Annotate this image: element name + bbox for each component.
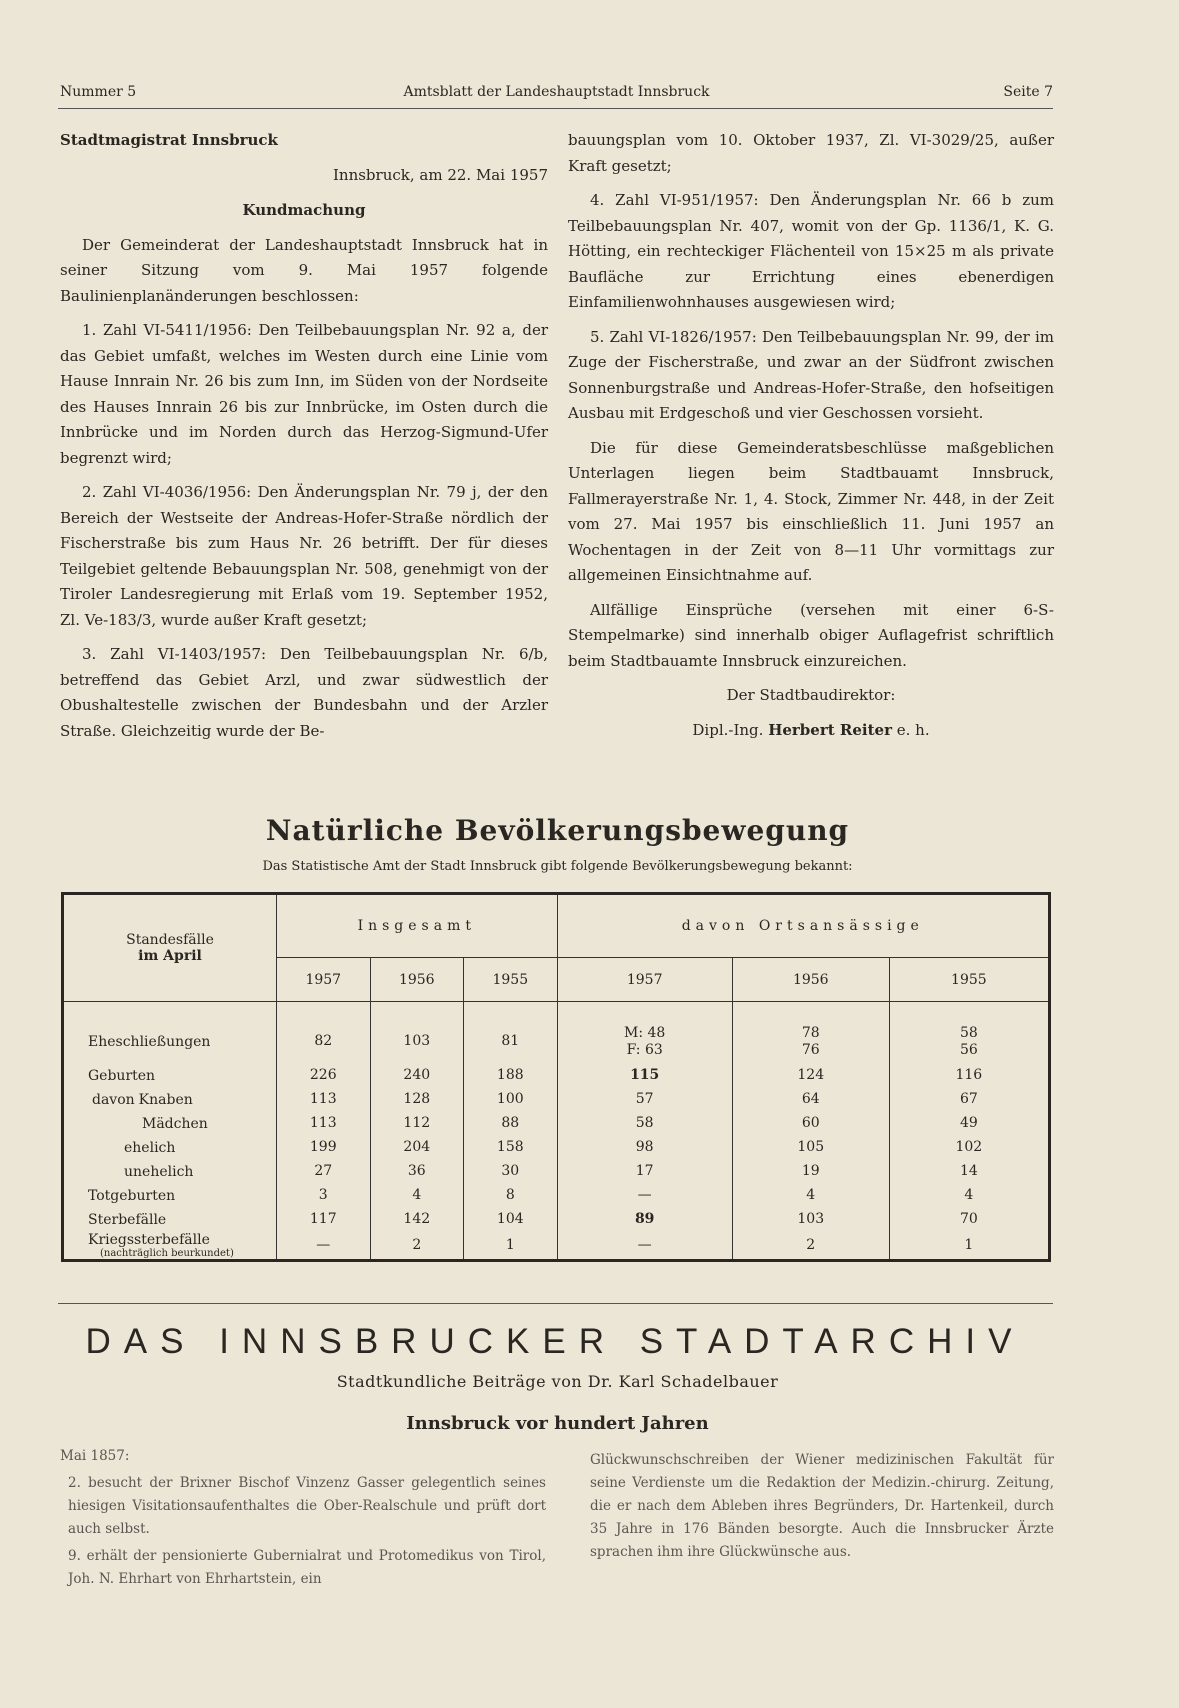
row-label — [63, 1208, 277, 1232]
signer-suffix: e. h. — [896, 720, 930, 739]
table-cell: — — [557, 1232, 732, 1261]
group-residents: davon Ortsansässige — [557, 894, 1049, 958]
row-label-text: Totgeburten — [88, 1187, 176, 1204]
table-cell: 82 — [277, 1002, 371, 1064]
documents-paragraph: Die für diese Gemeinderatsbeschlüsse maßgeblichen Unterlagen liegen beim Stadtbauamt Innsbruck, Fallmerayerstraße Nr. 1, 4. Stock, Zimmer Nr. 448, in der Zeit vom 27. Mai 1957 bis einschließlich 11. Juni 1957 an Wochentagen in der Zeit von 8—11 Uhr vormittags zur allgemeinen Einsichtnahme auf. — [568, 438, 1054, 584]
table-cell: 14 — [889, 1160, 1049, 1184]
objections-paragraph: Allfällige Einsprüche (versehen mit einer 6-S-Stempelmarke) sind innerhalb obiger Auflagefrist schriftlich beim Stadtbauamte Innsbruck einzureichen. — [568, 600, 1054, 670]
table-cell: 2 — [370, 1232, 464, 1261]
table-row — [63, 1064, 1050, 1088]
table-cell: 64 — [732, 1088, 889, 1112]
table-row — [63, 1160, 1050, 1184]
table-cell: 49 — [889, 1112, 1049, 1136]
table-cell: 58 56 — [889, 1002, 1049, 1064]
item-3-continued: bauungsplan vom 10. Oktober 1937, Zl. VI-3029/25, außer Kraft gesetzt; — [568, 131, 1054, 175]
table-cell: 100 — [464, 1088, 558, 1112]
table-cell: 112 — [370, 1112, 464, 1136]
row-label — [63, 1136, 277, 1160]
row-label-text: Sterbefälle — [88, 1211, 167, 1228]
table-cell: 2 — [732, 1232, 889, 1261]
table-cell: 8 — [464, 1184, 558, 1208]
row-label-note: (nachträglich beurkundet) — [100, 1247, 234, 1259]
table-cell: — — [277, 1232, 371, 1261]
table-row — [63, 1184, 1050, 1208]
table-cell: 4 — [889, 1184, 1049, 1208]
year-header: 1957 — [557, 958, 732, 1002]
table-cell: 142 — [370, 1208, 464, 1232]
table-cell: 98 — [557, 1136, 732, 1160]
table-cell: 70 — [889, 1208, 1049, 1232]
row-label — [63, 1112, 277, 1136]
header-rule — [58, 108, 1053, 109]
archive-right-column — [590, 1449, 1054, 1568]
table-row — [63, 1112, 1050, 1136]
item-1: 1. Zahl VI-5411/1956: Den Teilbebauungsplan Nr. 92 a, der das Gebiet umfaßt, welches im Westen durch eine Linie vom Hause Innrain Nr. 26 bis zum Inn, im Süden von der Nordseite des Hauses Innrain 26 bis zur Innbrücke, im Osten durch die Innbrücke und im Norden durch das Herzog-Sigmund-Ufer begrenzt wird; — [60, 321, 548, 467]
table-row — [63, 1136, 1050, 1160]
table-cell: 204 — [370, 1136, 464, 1160]
table-cell: 117 — [277, 1208, 371, 1232]
year-header: 1956 — [370, 958, 464, 1002]
announcement-left-column — [60, 128, 548, 753]
table-cell: 113 — [277, 1112, 371, 1136]
row-prefix: davon — [92, 1091, 135, 1108]
item-3: 3. Zahl VI-1403/1957: Den Teilbebauungsplan Nr. 6/b, betreffend das Gebiet Arzl, und zwar südwestlich der Obushaltestelle zwischen der Bundesbahn und der Arzler Straße. Gleichzeitig wurde der Be- — [60, 645, 548, 740]
table-cell: 102 — [889, 1136, 1049, 1160]
item-2: 2. Zahl VI-4036/1956: Den Änderungsplan Nr. 79 j, der den Bereich der Westseite der Andreas-Hofer-Straße nördlich der Fischerstraße bis zum Haus Nr. 26 betrifft. Der für dieses Teilgebiet geltende Bebauungsplan Nr. 508, genehmigt von der Tiroler Landesregierung mit Erlaß vom 19. September 1952, Zl. Ve-183/3, wurde außer Kraft gesetzt; — [60, 483, 548, 629]
item-4: 4. Zahl VI-951/1957: Den Änderungsplan Nr. 66 b zum Teilbebauungsplan Nr. 407, womit von der Gp. 1136/1, K. G. Hötting, ein rechteckiger Flächenteil von 15×25 m als private Baufläche zur Errichtung eines ebenerdigen Einfamilienwohnhauses ausgewiesen wird; — [568, 191, 1054, 311]
archive-heading: Innsbruck vor hundert Jahren — [406, 1413, 709, 1434]
row-label-text: Mädchen — [142, 1115, 208, 1132]
table-cell: 124 — [732, 1064, 889, 1088]
year-header: 1956 — [732, 958, 889, 1002]
table-cell: 88 — [464, 1112, 558, 1136]
table-cell: 199 — [277, 1136, 371, 1160]
population-table-body — [63, 1002, 1050, 1261]
table-row — [63, 1002, 1050, 1064]
row-label — [63, 1160, 277, 1184]
archive-title: DAS INNSBRUCKER STADTARCHIV — [85, 1322, 1025, 1361]
section-rule — [58, 1303, 1053, 1304]
table-cell: 103 — [732, 1208, 889, 1232]
table-row — [63, 1088, 1050, 1112]
population-table — [61, 892, 1051, 1262]
date-line: Innsbruck, am 22. Mai 1957 — [332, 165, 548, 184]
table-cell: 240 — [370, 1064, 464, 1088]
archive-month: Mai 1857: — [60, 1448, 130, 1464]
row-label-text: Knaben — [138, 1091, 193, 1108]
page-number: Seite 7 — [1003, 84, 1053, 100]
year-header: 1955 — [464, 958, 558, 1002]
row-label — [63, 1184, 277, 1208]
table-cell: 188 — [464, 1064, 558, 1088]
signer-title: Der Stadtbaudirektor: — [726, 686, 896, 704]
population-subtitle: Das Statistische Amt der Stadt Innsbruck gibt folgende Bevölkerungsbewegung bekannt: — [262, 859, 853, 874]
table-cell: 19 — [732, 1160, 889, 1184]
table-cell: 113 — [277, 1088, 371, 1112]
table-cell: 1 — [464, 1232, 558, 1261]
table-cell: 57 — [557, 1088, 732, 1112]
table-cell: 1 — [889, 1232, 1049, 1261]
table-cell: 4 — [370, 1184, 464, 1208]
table-cell: 58 — [557, 1112, 732, 1136]
signer-name: Herbert Reiter — [768, 720, 892, 739]
table-cell: 116 — [889, 1064, 1049, 1088]
signer-prefix: Dipl.-Ing. — [692, 720, 764, 739]
table-cell: 89 — [557, 1208, 732, 1232]
table-cell: 4 — [732, 1184, 889, 1208]
table-cell: 104 — [464, 1208, 558, 1232]
table-cell: 36 — [370, 1160, 464, 1184]
table-cell: 78 76 — [732, 1002, 889, 1064]
population-title: Natürliche Bevölkerungsbewegung — [265, 814, 850, 847]
archive-entry-9: 9. erhält der pensionierte Gubernialrat und Protomedikus von Tirol, Joh. N. Ehrhart von Ehrhartstein, ein — [68, 1548, 546, 1587]
item-5: 5. Zahl VI-1826/1957: Den Teilbebauungsplan Nr. 99, der im Zuge der Fischerstraße, und zwar an der Südfront zwischen Sonnenburgstraße und Andreas-Hofer-Straße, den hofseitigen Ausbau mit Erdgeschoß und vier Geschossen vorsieht. — [568, 327, 1054, 422]
announcement-right-column — [568, 128, 1054, 752]
table-cell: 67 — [889, 1088, 1049, 1112]
table-cell: 105 — [732, 1136, 889, 1160]
table-cell: 17 — [557, 1160, 732, 1184]
row-label — [63, 1002, 277, 1064]
table-cell: 103 — [370, 1002, 464, 1064]
row-label — [63, 1088, 277, 1112]
archive-subtitle: Stadtkundliche Beiträge von Dr. Karl Schadelbauer — [336, 1372, 779, 1391]
announcement-intro: Der Gemeinderat der Landeshauptstadt Innsbruck hat in seiner Sitzung vom 9. Mai 1957 folgende Baulinienplanänderungen beschlossen: — [60, 235, 548, 305]
archive-entry-9-continued: Glückwunschschreiben der Wiener medizinischen Fakultät für seine Verdienste um die Redaktion der Medizin.-chirurg. Zeitung, die er nach dem Ableben ihres Begründers, Dr. Hartenkeil, durch 35 Jahre in 176 Bänden besorgte. Auch die Innsbrucker Ärzte sprachen ihm ihre Glückwünsche aus. — [590, 1452, 1054, 1560]
row-label-text: unehelich — [124, 1163, 194, 1180]
authority: Stadtmagistrat Innsbruck — [60, 131, 278, 149]
year-header: 1957 — [277, 958, 371, 1002]
row-label-header — [63, 894, 277, 1002]
archive-entry-2: 2. besucht der Brixner Bischof Vinzenz Gasser gelegentlich seines hiesigen Visitationsaufenthaltes die Ober-Realschule und prüft dort auch selbst. — [68, 1475, 546, 1537]
row-label — [63, 1232, 277, 1261]
table-cell: 60 — [732, 1112, 889, 1136]
announcement-title: Kundmachung — [242, 201, 366, 219]
table-row — [63, 1232, 1050, 1261]
row-label-text: Kriegssterbefälle — [88, 1231, 210, 1248]
table-row — [63, 1208, 1050, 1232]
table-cell: M: 48 F: 63 — [557, 1002, 732, 1064]
publication-title: Amtsblatt der Landeshauptstadt Innsbruck — [403, 84, 710, 100]
table-cell: 128 — [370, 1088, 464, 1112]
row-label-text: Eheschließungen — [88, 1033, 211, 1050]
row-label — [63, 1064, 277, 1088]
row-label-text: Geburten — [88, 1067, 156, 1084]
signature-line — [568, 718, 1054, 744]
table-cell: 81 — [464, 1002, 558, 1064]
issue-number: Nummer 5 — [60, 84, 137, 100]
table-cell: 30 — [464, 1160, 558, 1184]
group-total: Insgesamt — [277, 894, 558, 958]
table-cell: 115 — [557, 1064, 732, 1088]
archive-left-column — [60, 1445, 546, 1595]
label-header-line1: Standesfälle — [126, 932, 214, 948]
table-cell: 27 — [277, 1160, 371, 1184]
table-cell: 3 — [277, 1184, 371, 1208]
table-cell: — — [557, 1184, 732, 1208]
year-header: 1955 — [889, 958, 1049, 1002]
table-cell: 158 — [464, 1136, 558, 1160]
table-cell: 226 — [277, 1064, 371, 1088]
row-label-text: ehelich — [124, 1139, 176, 1156]
label-header-line2: im April — [138, 948, 202, 964]
